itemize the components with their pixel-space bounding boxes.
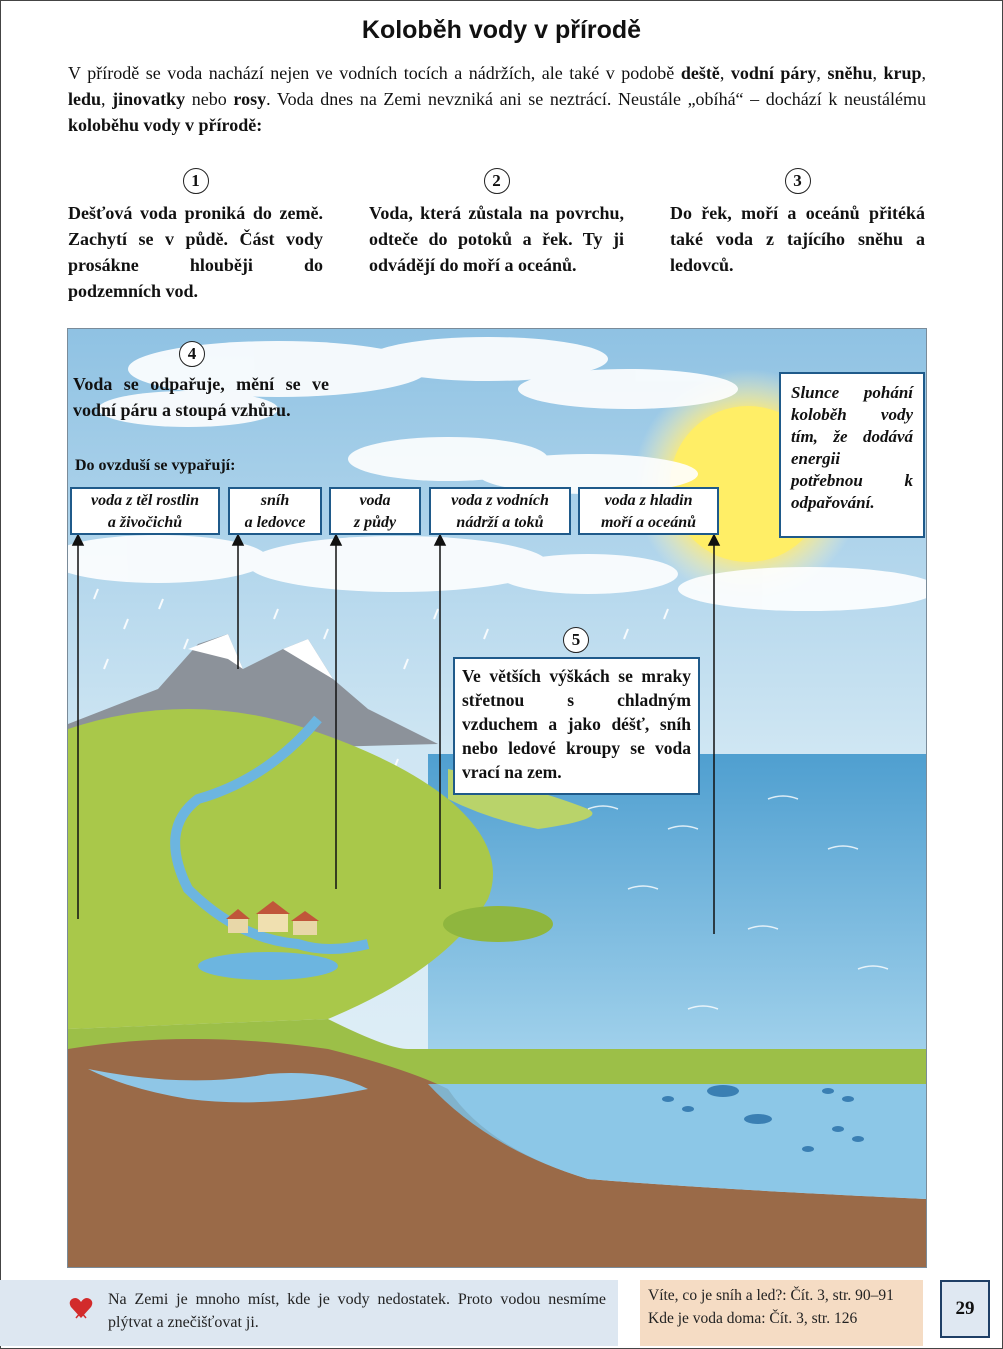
intro-text: ,	[719, 63, 731, 83]
intro-text: ,	[921, 63, 927, 83]
step-text: Voda, která zůstala na povrchu, odteče do potoků a řek. Ty ji odvádějí do moří a oceánů.	[369, 203, 624, 275]
reading-references	[640, 1280, 923, 1346]
intro-keyword: rosy	[233, 89, 267, 109]
island	[443, 906, 553, 942]
water-saving-note: Na Zemi je mnoho míst, kde je vody nedostatek. Proto vodou nesmíme plýtvat a znečišťovat ji.	[108, 1291, 606, 1331]
intro-keyword: vodní páry	[730, 63, 817, 83]
source-box-reservoirs	[429, 487, 571, 535]
source-box-soil	[329, 487, 421, 535]
intro-text: ,	[101, 89, 113, 109]
intro-keyword: sněhu	[827, 63, 873, 83]
source-line: voda z hladin	[604, 492, 693, 509]
evaporation-subtitle: Do ovzduší se vypařují:	[75, 457, 236, 474]
source-line: a ledovce	[244, 514, 306, 531]
intro-text: V přírodě se voda nachází nejen ve vodních tocích a nádržích, ale také v podobě	[68, 63, 681, 83]
source-line: a živočichů	[107, 514, 183, 531]
page-number: 29	[940, 1280, 990, 1338]
reference-1: Víte, co je sníh a led?: Čít. 3, str. 90–91	[648, 1287, 894, 1304]
source-line: nádrží a toků	[456, 514, 544, 531]
step-number-5: 5	[563, 627, 589, 653]
source-line: voda z těl rostlin	[90, 492, 199, 509]
source-line: moří a oceánů	[600, 514, 697, 531]
intro-keyword: deště	[680, 63, 720, 83]
source-line: voda	[359, 492, 391, 509]
lake	[198, 952, 338, 980]
step-number: 2	[484, 168, 510, 194]
intro-keyword: krup	[883, 63, 922, 83]
step-text: Do řek, moří a oceánů přitéká také voda z tajícího sněhu a ledovců.	[670, 203, 925, 275]
source-line: z půdy	[353, 514, 397, 531]
precipitation-note: Ve větších výškách se mraky střetnou s chladným vzduchem a jako déšť, sníh nebo ledové kroupy se voda vrací na zem.	[453, 657, 700, 795]
footer-note-panel	[0, 1280, 618, 1346]
step-2	[369, 168, 624, 278]
intro-keyword: ledu	[68, 89, 102, 109]
evaporation-text: Voda se odpařuje, mění se ve vodní páru a stoupá vzhůru.	[73, 374, 329, 420]
step-number: 3	[785, 168, 811, 194]
step-3	[670, 168, 925, 278]
intro-keyword: koloběhu vody v přírodě:	[68, 115, 263, 135]
page-title: Koloběh vody v přírodě	[361, 16, 642, 44]
intro-text: nebo	[185, 89, 234, 109]
source-line: voda z vodních	[451, 492, 549, 509]
water-cycle-illustration	[67, 328, 927, 1268]
source-box-snow	[228, 487, 322, 535]
step-text: Dešťová voda proniká do země. Zachytí se v půdě. Část vody prosákne hlouběji do podzemních vod.	[68, 203, 323, 301]
intro-text: ,	[872, 63, 884, 83]
source-box-plants	[70, 487, 220, 535]
source-box-oceans	[578, 487, 719, 535]
source-line: sníh	[260, 492, 290, 509]
intro-text: ,	[816, 63, 828, 83]
step-number: 1	[183, 168, 209, 194]
sun-note: Slunce pohání koloběh vody tím, že dodává energii potřebnou k odpařování.	[779, 372, 925, 538]
step-1	[68, 168, 323, 304]
intro-paragraph	[68, 60, 926, 138]
intro-text: . Voda dnes na Zemi nevzniká ani se neztrácí. Neustále „obíhá“ – dochází k neustálému	[266, 89, 927, 109]
reference-2: Kde je voda doma: Čít. 3, str. 126	[648, 1310, 858, 1327]
intro-keyword: jinovatky	[112, 89, 186, 109]
heart-icon	[68, 1295, 94, 1321]
step-number-4: 4	[179, 341, 205, 367]
